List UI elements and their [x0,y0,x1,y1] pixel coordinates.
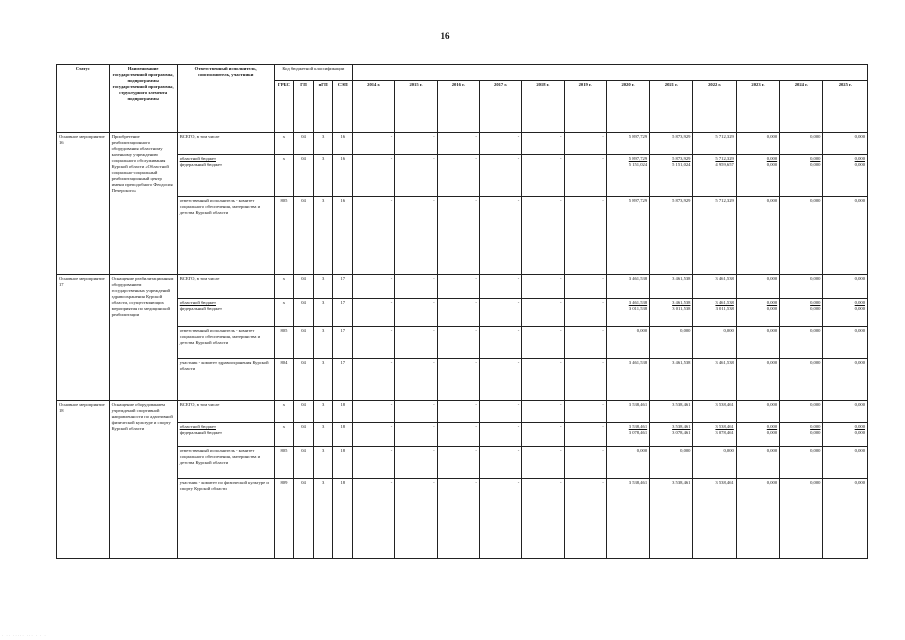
value-cell: 0,000 [736,447,779,479]
table-row [57,423,868,447]
value-cell: 0,000 [823,447,868,479]
gp-cell: 04 [294,401,314,423]
value-line: 5 151,024 [628,161,648,167]
table-row [57,155,868,197]
value-cell: 5 897,729 [606,197,649,275]
value-cell: - [564,197,606,275]
value-cell: 0,000 [780,359,823,401]
header-year: 2023 г. [736,81,779,133]
header-year: 2018 г. [522,81,564,133]
budget-table [56,64,868,559]
table-row [57,359,868,401]
value-cell: - [522,197,564,275]
value-cell: - [437,197,479,275]
value-cell: - [522,133,564,155]
header-year: 2025 г. [823,81,868,133]
header-code-sep: СЭП [333,81,353,133]
scan-artifact: · ·· ····· ··· · · · [2,633,47,638]
value-cell: - [395,423,437,447]
grbs-cell: х [274,401,294,423]
value-cell: - [479,197,521,275]
grbs-cell: х [274,423,294,447]
value-cell: - [479,133,521,155]
value-cell: - [437,155,479,197]
value-line: 3 011,538 [628,305,648,311]
grbs-cell: х [274,299,294,327]
value-cell: - [395,401,437,423]
value-cell: - [395,275,437,299]
gp-cell: 04 [294,359,314,401]
value-cell [650,299,693,327]
value-cell: 0,000 [823,401,868,423]
sep-cell: 16 [333,133,353,155]
value-cell: 5 897,729 [606,133,649,155]
value-cell: 0,000 [693,447,736,479]
value-line: 3 078,461 [672,429,691,435]
value-cell: 0,000 [823,275,868,299]
table-row [57,197,868,275]
value-cell: - [353,197,395,275]
value-cell: - [437,359,479,401]
status-cell: Основное мероприятие 18 [57,401,110,559]
value-cell: 3 538,461 [693,401,736,423]
value-cell: 0,000 [780,275,823,299]
sep-cell: 16 [333,197,353,275]
gp-cell: 04 [294,299,314,327]
gp-cell: 04 [294,423,314,447]
pgp-cell: 3 [313,155,333,197]
value-line: 0,000 [854,424,865,429]
table-row [57,275,868,299]
gp-cell: 04 [294,479,314,559]
value-cell [736,423,779,447]
value-cell: 0,000 [606,327,649,359]
value-line: 3 538,461 [672,424,691,429]
pgp-cell: 3 [313,423,333,447]
executor-line: федеральный бюджет [179,305,222,311]
value-cell: - [395,155,437,197]
value-cell: - [353,275,395,299]
value-cell: - [564,423,606,447]
header-year: 2015 г. [395,81,437,133]
value-cell [693,299,736,327]
value-cell: - [479,155,521,197]
value-cell: - [479,447,521,479]
value-cell [650,155,693,197]
value-cell: 0,000 [823,479,868,559]
value-cell: 5 873,929 [650,197,693,275]
pgp-cell: 3 [313,275,333,299]
value-line: 5 712,329 [715,156,734,161]
value-line: 0,000 [766,429,778,435]
value-cell: 0,000 [736,359,779,401]
value-cell: - [353,299,395,327]
value-cell: - [353,327,395,359]
value-line: 3 538,461 [628,424,648,429]
pgp-cell: 3 [313,447,333,479]
value-cell: - [564,299,606,327]
value-cell: - [395,447,437,479]
value-line: 3 461,538 [628,300,648,305]
grbs-cell: 805 [274,327,294,359]
value-cell: - [437,479,479,559]
header-name: Наименование государственной программы, подпрограммы государственной программы, структурного элемента подпрограммы [109,65,177,133]
table-row [57,133,868,155]
sep-cell: 17 [333,327,353,359]
value-cell: - [479,327,521,359]
status-cell: Основное мероприятие 16 [57,133,110,275]
value-cell: 0,000 [736,327,779,359]
sep-cell: 18 [333,423,353,447]
pgp-cell: 3 [313,133,333,155]
value-cell: 0,000 [780,327,823,359]
value-line: 0,000 [854,156,865,161]
grbs-cell: 804 [274,359,294,401]
value-cell: - [522,327,564,359]
executor-cell: ответственный исполнитель - комитет социального обеспечения, материнства и детства Курской области [177,327,274,359]
table-body [57,133,868,559]
value-cell: - [353,479,395,559]
value-line: 0,000 [766,300,778,305]
value-cell: 0,000 [736,275,779,299]
value-cell: 3 461,538 [693,275,736,299]
value-cell: - [564,327,606,359]
header-years-blank [353,65,868,81]
pgp-cell: 3 [313,327,333,359]
value-cell: 3 461,538 [606,275,649,299]
value-cell: - [353,447,395,479]
value-line: 0,000 [810,300,821,305]
table-row [57,299,868,327]
value-cell [823,299,868,327]
value-cell: - [437,299,479,327]
value-cell: - [395,133,437,155]
header-year: 2017 г. [479,81,521,133]
value-line: 4 959,657 [715,161,734,167]
executor-cell [177,423,274,447]
executor-cell: участник - комитет здравоохранения Курской области [177,359,274,401]
value-line: 3 461,538 [715,300,734,305]
header-year: 2014 г. [353,81,395,133]
value-line: 3 078,461 [715,429,734,435]
value-cell: 0,000 [736,479,779,559]
header-code-group: Код бюджетной классификации [274,65,352,81]
header-year: 2019 г. [564,81,606,133]
value-line: 0,000 [766,424,778,429]
value-cell: 3 538,461 [693,479,736,559]
executor-cell: ВСЕГО, в том числе [177,275,274,299]
executor-cell: ответственный исполнитель - комитет социального обеспечения, материнства и детства Курской области [177,197,274,275]
grbs-cell: 805 [274,447,294,479]
value-cell [736,299,779,327]
header-year: 2020 г. [606,81,649,133]
pgp-cell: 3 [313,299,333,327]
value-line: 0,000 [766,161,778,167]
value-cell: - [479,423,521,447]
value-cell: - [479,299,521,327]
value-cell [780,299,823,327]
table-row [57,327,868,359]
value-cell: 0,000 [736,401,779,423]
header-code-gp: ГП [294,81,314,133]
header-status: Статус [57,65,110,133]
executor-cell [177,155,274,197]
grbs-cell: 805 [274,197,294,275]
value-cell: 3 461,538 [606,359,649,401]
executor-line: областной бюджет [179,424,216,429]
value-cell [606,155,649,197]
executor-cell: ВСЕГО, в том числе [177,133,274,155]
header-row-top [57,65,868,81]
pgp-cell: 3 [313,479,333,559]
gp-cell: 04 [294,197,314,275]
grbs-cell: х [274,275,294,299]
value-line: 0,000 [854,161,865,167]
value-cell: - [437,447,479,479]
value-cell [823,423,868,447]
header-year: 2022 г. [693,81,736,133]
value-line: 5 873,929 [672,156,691,161]
value-cell: - [437,327,479,359]
value-line: 3 538,461 [715,424,734,429]
value-cell: - [564,401,606,423]
value-cell: 0,000 [823,197,868,275]
value-cell: - [437,423,479,447]
value-line: 3 461,538 [672,300,691,305]
executor-cell: ВСЕГО, в том числе [177,401,274,423]
value-cell: 0,000 [823,133,868,155]
value-cell: - [437,133,479,155]
value-cell [693,423,736,447]
value-cell: 0,000 [823,359,868,401]
value-cell: - [522,359,564,401]
measure-name-cell: Оснащение оборудованием учреждений спортивной направленности по адаптивной физической культуре и спорту Курской области [109,401,177,559]
value-cell: - [522,447,564,479]
value-cell: - [564,155,606,197]
value-line: 5 897,729 [628,156,648,161]
value-line: 0,000 [766,305,778,311]
value-cell: 0,000 [693,327,736,359]
value-cell: - [522,401,564,423]
value-cell: 0,000 [780,447,823,479]
value-cell: 3 461,538 [693,359,736,401]
sep-cell: 17 [333,299,353,327]
grbs-cell: х [274,155,294,197]
value-line: 0,000 [810,429,821,435]
value-cell: - [353,423,395,447]
header-executor: Ответственный исполнитель, соисполнитель, участники [177,65,274,133]
value-cell: - [353,401,395,423]
header-year: 2021 г. [650,81,693,133]
header-code-grbs: ГРБС [274,81,294,133]
value-cell: - [437,275,479,299]
value-cell: 3 461,538 [650,359,693,401]
value-line: 0,000 [810,156,821,161]
value-cell: - [522,479,564,559]
value-cell: - [564,359,606,401]
value-cell: - [564,479,606,559]
value-cell: 0,000 [736,133,779,155]
gp-cell: 04 [294,133,314,155]
header-code-pgp: пГП [313,81,333,133]
value-cell: 0,000 [650,327,693,359]
value-cell: - [479,401,521,423]
value-cell: - [437,401,479,423]
sep-cell: 18 [333,479,353,559]
value-cell: 0,000 [736,197,779,275]
value-cell: 0,000 [780,401,823,423]
sep-cell: 18 [333,447,353,479]
value-cell: - [479,359,521,401]
value-line: 0,000 [854,305,865,311]
value-line: 0,000 [810,161,821,167]
measure-name-cell: Приобретение реабилитационного оборудования областному казенному учреждению социального обслуживания Курской области «Областной социально-социальный реабилитационный центр имени преподобного Феодосия Печерского» [109,133,177,275]
value-line: 3 011,538 [672,305,691,311]
executor-line: областной бюджет [179,300,216,305]
table-row [57,401,868,423]
gp-cell: 04 [294,447,314,479]
value-cell: 0,000 [780,133,823,155]
sep-cell: 17 [333,359,353,401]
pgp-cell: 3 [313,401,333,423]
value-cell: 0,000 [606,447,649,479]
value-cell: - [522,423,564,447]
grbs-cell: х [274,133,294,155]
value-cell: - [395,197,437,275]
value-line: 0,000 [810,424,821,429]
value-line: 5 151,024 [672,161,691,167]
value-cell: - [479,275,521,299]
value-cell: 3 538,461 [606,401,649,423]
value-cell: 3 538,461 [650,401,693,423]
gp-cell: 04 [294,327,314,359]
value-cell: - [564,275,606,299]
value-cell: - [395,299,437,327]
grbs-cell: 809 [274,479,294,559]
value-cell: 0,000 [780,197,823,275]
executor-cell: участник - комитет по физической культуре и спорту Курской области [177,479,274,559]
sep-cell: 18 [333,401,353,423]
value-cell: 3 461,538 [650,275,693,299]
value-cell [650,423,693,447]
pgp-cell: 3 [313,359,333,401]
value-cell: - [395,479,437,559]
value-cell: - [395,327,437,359]
value-line: 3 011,538 [715,305,734,311]
executor-line: областной бюджет [179,156,216,161]
table-row [57,447,868,479]
value-cell: - [353,155,395,197]
value-cell: - [353,359,395,401]
value-cell: 0,000 [823,327,868,359]
value-cell [606,299,649,327]
value-cell: - [395,359,437,401]
value-cell: 5 712,329 [693,133,736,155]
executor-cell: ответственный исполнитель - комитет социального обеспечения, материнства и детства Курской области [177,447,274,479]
value-cell [780,423,823,447]
executor-cell [177,299,274,327]
value-cell: 3 538,461 [650,479,693,559]
value-line: 3 078,461 [628,429,648,435]
value-cell: - [522,155,564,197]
executor-line: федеральный бюджет [179,161,222,167]
value-cell: 3 538,461 [606,479,649,559]
value-cell: - [479,479,521,559]
pgp-cell: 3 [313,197,333,275]
measure-name-cell: Оснащение реабилитационным оборудованием государственных учреждений здравоохранения Курской области, осуществляющих мероприятия по медицинской реабилитации [109,275,177,401]
sep-cell: 16 [333,155,353,197]
value-cell [823,155,868,197]
value-cell: 5 873,929 [650,133,693,155]
value-line: 0,000 [854,300,865,305]
value-line: 0,000 [854,429,865,435]
value-cell: 5 712,329 [693,197,736,275]
executor-line: федеральный бюджет [179,429,222,435]
value-line: 0,000 [810,305,821,311]
header-year: 2016 г. [437,81,479,133]
value-cell: - [522,299,564,327]
value-cell [606,423,649,447]
page-number: 16 [440,31,450,41]
value-cell: 0,000 [780,479,823,559]
value-cell: 0,000 [650,447,693,479]
gp-cell: 04 [294,155,314,197]
sep-cell: 17 [333,275,353,299]
value-cell [780,155,823,197]
table-row [57,479,868,559]
value-cell: - [564,447,606,479]
status-cell: Основное мероприятие 17 [57,275,110,401]
value-line: 0,000 [766,156,778,161]
value-cell [693,155,736,197]
gp-cell: 04 [294,275,314,299]
value-cell: - [353,133,395,155]
value-cell [736,155,779,197]
value-cell: - [564,133,606,155]
value-cell: - [522,275,564,299]
header-year: 2024 г. [780,81,823,133]
